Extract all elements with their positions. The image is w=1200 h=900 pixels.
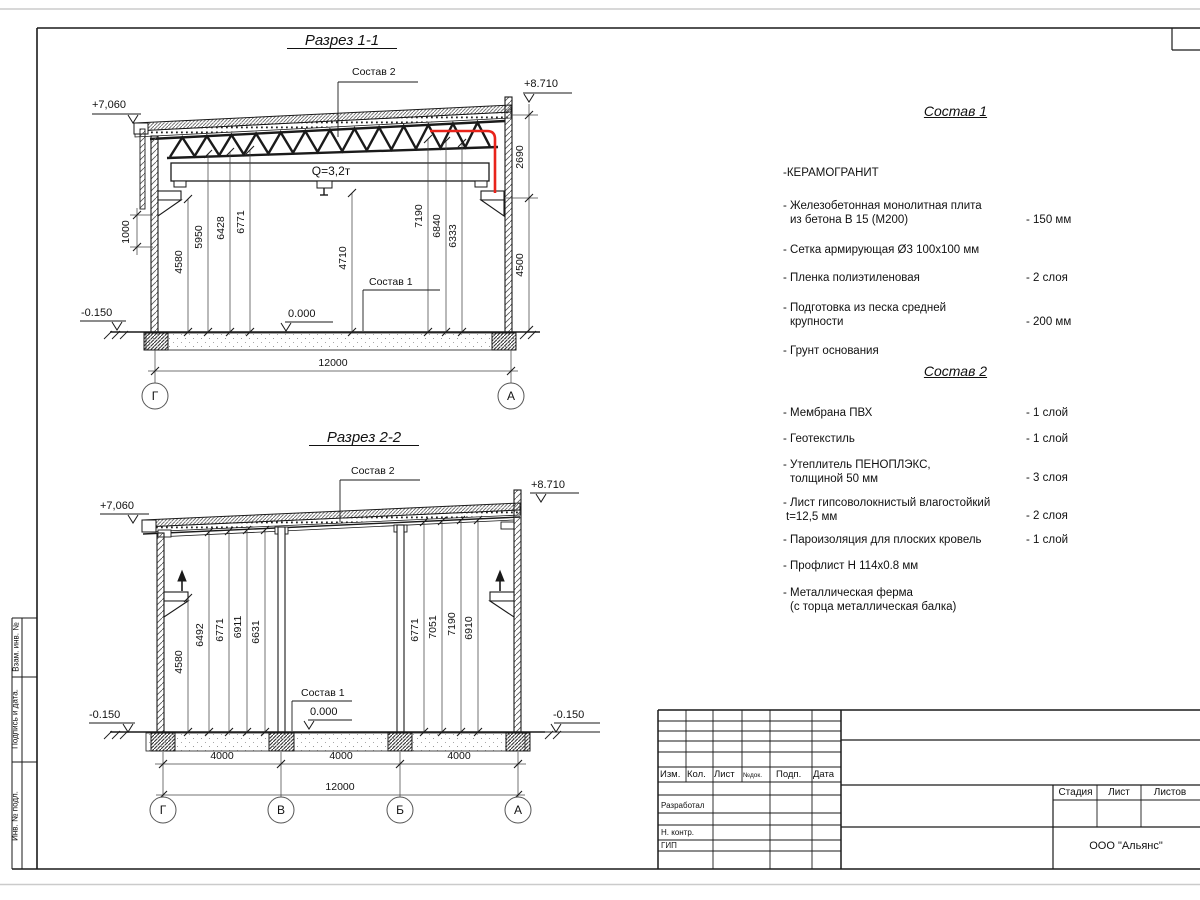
composition2-item: [783, 406, 1113, 420]
dim-total-s2: 12000: [325, 781, 355, 793]
section-2-2-linework: [89, 480, 600, 823]
item-text: -КЕРАМОГРАНИТ: [783, 167, 879, 179]
up-arrows: [178, 571, 504, 591]
composition1-title: Состав 1: [923, 103, 988, 119]
callout-sostav2-s2: Состав 2: [351, 465, 395, 477]
dim-label: 4710: [337, 246, 349, 270]
composition2-item: [783, 533, 1113, 547]
dim-label: 5950: [193, 225, 205, 249]
axis-bubble-b-s2: Б: [396, 803, 404, 817]
composition1-item: [783, 301, 1113, 329]
dim-label: 2690: [514, 145, 526, 169]
section-1-title: Разрез 1-1: [287, 35, 397, 49]
composition1-item: [783, 199, 1113, 227]
dim-label: 4580: [173, 650, 185, 674]
tb-col-data: Дата: [813, 769, 835, 780]
item-qty: - 3 слоя: [1026, 472, 1068, 484]
tb-role-nkontr: Н. контр.: [661, 828, 695, 837]
item-text2: толщиной 50 мм: [790, 473, 879, 485]
tb-col-izm: Изм.: [660, 769, 681, 780]
tb-col-ndok: №док.: [743, 772, 763, 779]
elev-below-s1: -0.150: [81, 307, 113, 319]
item-qty: - 150 мм: [1026, 214, 1072, 226]
section-2-title: Разрез 2-2: [309, 432, 419, 446]
dim-label: 7051: [427, 615, 439, 639]
composition2-item: [783, 496, 1113, 524]
axis-bubble-a-s2: А: [513, 803, 522, 817]
tb-sheets-header: Листов: [1153, 787, 1187, 798]
side-strip-label: Инв. № подл.: [10, 791, 20, 841]
item-text2: (с торца металлическая балка): [790, 601, 957, 613]
item-text: - Утеплитель ПЕНОПЛЭКС,: [783, 459, 931, 471]
item-text: - Геотекстиль: [783, 433, 855, 445]
tb-col-kol: Кол.: [687, 769, 706, 780]
axis-bubble-g-s1: Г: [151, 389, 159, 403]
dim-label: 6771: [235, 210, 247, 234]
item-text2: крупности: [790, 316, 844, 328]
elev-zero-s2: 0.000: [310, 706, 338, 718]
elev-top-s2: +8.710: [531, 479, 565, 491]
axis-bubble-g-s2: Г: [159, 803, 167, 817]
dim-label: 6840: [431, 214, 443, 238]
dim-label: 6631: [250, 620, 262, 644]
callout-sostav1-s1: Состав 1: [369, 276, 413, 288]
dim-bay-label: 4000: [329, 750, 353, 762]
elev-zero-s1: 0.000: [288, 308, 316, 320]
tb-role-razrabotal: Разработал: [661, 801, 705, 810]
item-text: - Грунт основания: [783, 345, 879, 357]
dim-label: 6910: [463, 616, 475, 640]
item-text2: t=12,5 мм: [786, 511, 838, 523]
dim-total-s1: 12000: [318, 357, 348, 369]
side-strip-label: Взам. инв. №: [11, 622, 21, 672]
item-text: - Железобетонная монолитная плита: [783, 200, 982, 212]
dim-label: 6771: [409, 618, 421, 642]
dim-bay-label: 4000: [447, 750, 471, 762]
tb-company-name: ООО "Альянс": [1089, 840, 1163, 852]
dim-label: 4500: [514, 253, 526, 277]
tb-role-gip: ГИП: [661, 841, 677, 850]
dim-label: 1000: [120, 220, 132, 244]
item-text: - Профлист Н 114х0.8 мм: [783, 560, 919, 572]
tb-col-podp: Подп.: [776, 769, 802, 780]
composition1-item: [783, 344, 1113, 358]
tb-stage-header: Стадия: [1058, 787, 1093, 798]
item-qty: - 200 мм: [1026, 316, 1072, 328]
elev-parapet-s2: +7,060: [100, 500, 134, 512]
dim-label: 7190: [413, 204, 425, 228]
composition2-title: Состав 2: [923, 363, 988, 379]
item-text2: из бетона В 15 (М200): [790, 214, 909, 226]
dim-label: 6333: [447, 224, 459, 248]
item-text: - Подготовка из песка средней: [783, 302, 947, 314]
item-text: - Пленка полиэтиленовая: [783, 272, 920, 284]
item-qty: - 1 слой: [1026, 433, 1069, 445]
dim-label: 6771: [214, 618, 226, 642]
item-qty: - 1 слой: [1026, 407, 1069, 419]
composition2-item: [783, 432, 1113, 446]
composition1-item: [783, 271, 1113, 285]
axis-bubble-a-s1: А: [506, 389, 515, 403]
item-qty: - 1 слой: [1026, 534, 1069, 546]
item-text: - Лист гипсоволокнистый влагостойкий: [783, 497, 991, 509]
item-qty: - 2 слоя: [1026, 510, 1068, 522]
crane-capacity-label: Q=3,2т: [311, 164, 351, 178]
item-text: - Сетка армирующая Ø3 100x100 мм: [783, 244, 980, 256]
composition2-item: [783, 586, 1113, 614]
dim-label: 6428: [215, 216, 227, 240]
axis-bubble-v-s2: В: [276, 803, 285, 817]
elev-below-right-s2: -0.150: [553, 709, 585, 721]
dim-label: 6911: [232, 615, 244, 639]
callout-sostav1-s2: Состав 1: [301, 687, 345, 699]
crane-hook: [317, 181, 332, 195]
composition2-item: [783, 559, 1113, 573]
composition2-item: [783, 458, 1113, 486]
dim-label: 6492: [194, 623, 206, 647]
side-strip-label: Подпись и дата.: [10, 689, 20, 749]
composition1-item: [783, 243, 1113, 257]
tb-sheet-header: Лист: [1108, 787, 1130, 798]
dim-bay-label: 4000: [210, 750, 234, 762]
item-qty: - 2 слоя: [1026, 272, 1068, 284]
dim-label: 4580: [173, 250, 185, 274]
elev-top-s1: +8.710: [524, 78, 558, 90]
item-text: - Пароизоляция для плоских кровель: [783, 534, 982, 546]
item-text: - Металлическая ферма: [783, 587, 913, 599]
dim-label: 7190: [446, 612, 458, 636]
tb-col-list: Лист: [714, 769, 735, 780]
composition1-item: [783, 166, 1113, 180]
elev-parapet-s1: +7,060: [92, 99, 126, 111]
callout-sostav2-s1: Состав 2: [352, 66, 396, 78]
item-text: - Мембрана ПВХ: [783, 407, 873, 419]
elev-below-left-s2: -0.150: [89, 709, 121, 721]
